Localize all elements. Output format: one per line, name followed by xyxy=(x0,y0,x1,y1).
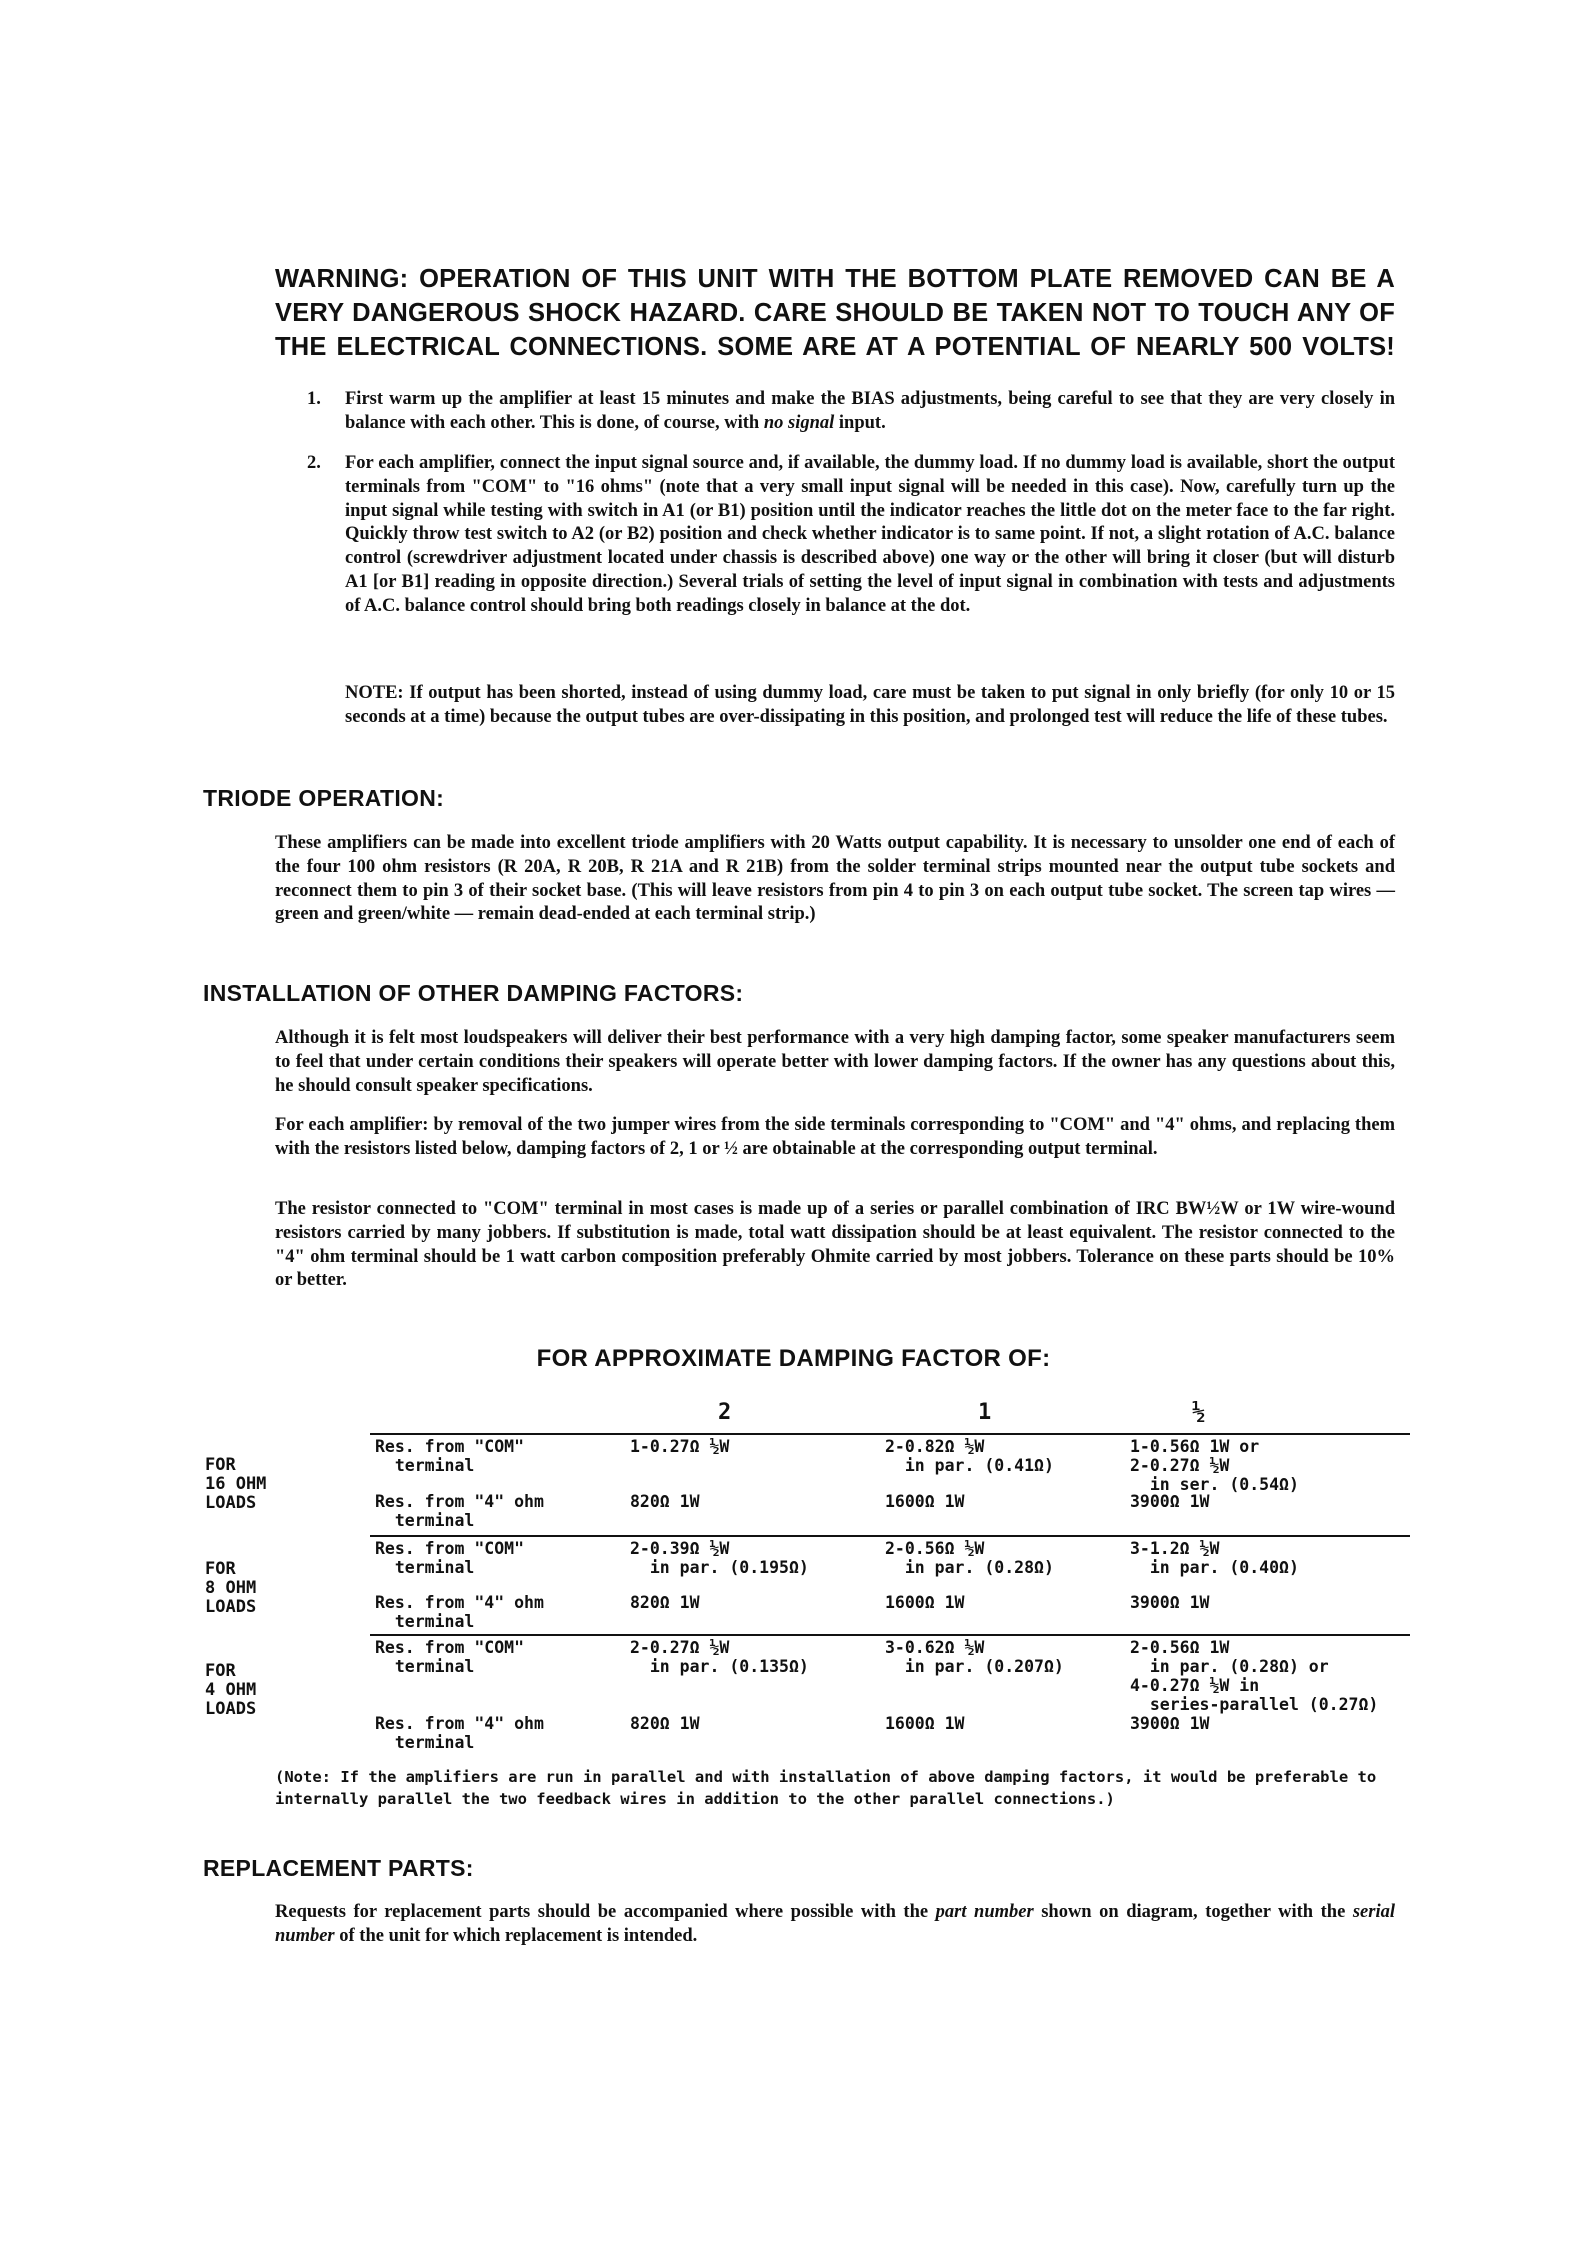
emphasis: no signal xyxy=(763,412,835,433)
table-rule xyxy=(370,1535,1410,1537)
heading-damping: INSTALLATION OF OTHER DAMPING FACTORS: xyxy=(203,980,744,1006)
load-label-16-ohm: FOR 16 OHM LOADS xyxy=(205,1455,267,1513)
table-rule xyxy=(370,1634,1410,1636)
row-label: Res. from "COM" terminal xyxy=(375,1437,525,1475)
row-label: Res. from "4" ohm terminal xyxy=(375,1492,544,1530)
table-title: FOR APPROXIMATE DAMPING FACTOR OF: xyxy=(536,1345,1051,1372)
table-cell: 2-0.27Ω ½W in par. (0.135Ω) xyxy=(630,1638,809,1676)
warning-line-1: WARNING: OPERATION OF THIS UNIT WITH THE BOTTOM PLATE REMOVED CAN BE A xyxy=(275,265,1395,293)
step-1 xyxy=(307,388,1395,436)
table-cell: 2-0.39Ω ½W in par. (0.195Ω) xyxy=(630,1539,809,1577)
damping-para-3: The resistor connected to "COM" terminal in most cases is made up of a series or parallel combination of IRC BW½W or 1W wire-wound resistors carried by many jobbers. If substitution is made, total watt dissipation should be at least equivalent. The resistor connected to the "4" ohm terminal should be 1 watt carbon composition preferably Ohmite carried by most jobbers. Tolerance on these parts should be 10% or better. xyxy=(275,1199,1395,1291)
step-number: 1. xyxy=(307,389,321,409)
table-cell: 1-0.56Ω 1W or 2-0.27Ω ½W in ser. (0.54Ω) xyxy=(1130,1437,1299,1494)
table-cell: 3-1.2Ω ½W in par. (0.40Ω) xyxy=(1130,1539,1299,1577)
step-2 xyxy=(307,452,1395,619)
row-label: Res. from "COM" terminal xyxy=(375,1638,525,1676)
warning-line-2: VERY DANGEROUS SHOCK HAZARD. CARE SHOULD BE TAKEN NOT TO TOUCH ANY OF xyxy=(275,299,1395,327)
table-cell: 2-0.56Ω 1W in par. (0.28Ω) or 4-0.27Ω ½W in series-parallel (0.27Ω) xyxy=(1130,1638,1379,1714)
step-text: For each amplifier, connect the input signal source and, if available, the dummy load. If no dummy load is available, short the output terminals from "COM" to "16 ohms" (note that a very small input signal will be needed in this case). Now, carefully turn up the input signal while testing with switch in A1 (or B1) position until the indicator reaches the little dot on the meter face to the far right. Quickly throw test switch to A2 (or B2) position and check whether indicator is to same point. If not, a slight rotation of A.C. balance control (screwdriver adjustment located under chassis is described above) one way or the other will bring it closer (but will disturb A1 [or B1] reading in opposite direction.) Several trials of setting the level of input signal in combination with tests and adjustments of A.C. balance control should bring both readings closely in balance at the dot. xyxy=(345,453,1395,616)
damping-para-1: Although it is felt most loudspeakers will deliver their best performance with a very high damping factor, some speaker manufacturers seem to feel that under certain conditions their speakers will operate better with lower damping factors. If the owner has any questions about this, he should consult speaker specifications. xyxy=(275,1028,1395,1096)
table-cell: 2-0.82Ω ½W in par. (0.41Ω) xyxy=(885,1437,1054,1475)
table-rule xyxy=(370,1433,1410,1435)
step-text: First warm up the amplifier at least 15 minutes and make the BIAS adjustments, being careful to see that they are very closely in balance with each other. This is done, of course, with no signal input. xyxy=(345,389,1395,433)
table-cell: 1600Ω 1W xyxy=(885,1492,965,1511)
table-cell: 1600Ω 1W xyxy=(885,1714,965,1733)
row-label: Res. from "4" ohm terminal xyxy=(375,1714,544,1752)
heading-replacement: REPLACEMENT PARTS: xyxy=(203,1855,474,1881)
table-cell: 3-0.62Ω ½W in par. (0.207Ω) xyxy=(885,1638,1064,1676)
column-header: 1 xyxy=(978,1400,992,1425)
table-cell: 2-0.56Ω ½W in par. (0.28Ω) xyxy=(885,1539,1054,1577)
warning-block xyxy=(275,262,1395,364)
emphasis: serial number xyxy=(275,1902,1395,1946)
table-cell: 3900Ω 1W xyxy=(1130,1714,1210,1733)
heading-triode: TRIODE OPERATION: xyxy=(203,785,445,811)
column-header: 2 xyxy=(718,1400,732,1425)
replacement-text: Requests for replacement parts should be accompanied where possible with the part number shown on diagram, together with the serial number of the unit for which replacement is intended. xyxy=(275,1902,1395,1946)
table-cell: 820Ω 1W xyxy=(630,1714,700,1733)
step-number: 2. xyxy=(307,453,321,473)
warning-line-3: THE ELECTRICAL CONNECTIONS. SOME ARE AT A POTENTIAL OF NEARLY 500 VOLTS! xyxy=(275,333,1395,361)
row-label: Res. from "COM" terminal xyxy=(375,1539,525,1577)
triode-text: These amplifiers can be made into excellent triode amplifiers with 20 Watts output capability. It is necessary to unsolder one end of each of the four 100 ohm resistors (R 20A, R 20B, R 21A and R 21B) from the solder terminal strips mounted near the output tube sockets and reconnect them to pin 3 of their socket base. (This will leave resistors from pin 4 to pin 3 on each output tube socket. The screen tap wires — green and green/white — remain dead-ended at each terminal strip.) xyxy=(275,833,1395,925)
load-label-4-ohm: FOR 4 OHM LOADS xyxy=(205,1661,257,1719)
table-cell: 3900Ω 1W xyxy=(1130,1492,1210,1511)
load-label-8-ohm: FOR 8 OHM LOADS xyxy=(205,1559,257,1617)
table-cell: 1600Ω 1W xyxy=(885,1593,965,1612)
damping-para-2: For each amplifier: by removal of the two jumper wires from the side terminals corresponding to "COM" and "4" ohms, and replacing them with the resistors listed below, damping factors of 2, 1 or ½ are obtainable at the corresponding output terminal. xyxy=(275,1115,1395,1159)
emphasis: part number xyxy=(935,1902,1034,1922)
note-shorted-output: NOTE: If output has been shorted, instead of using dummy load, care must be taken to put signal in only briefly (for only 10 or 15 seconds at a time) because the output tubes are over-dissipating in this position, and prolonged test will reduce the life of these tubes. xyxy=(345,683,1395,727)
column-header: ½ xyxy=(1192,1400,1206,1425)
table-cell: 1-0.27Ω ½W xyxy=(630,1437,730,1456)
table-cell: 820Ω 1W xyxy=(630,1492,700,1511)
table-cell: 3900Ω 1W xyxy=(1130,1593,1210,1612)
note-parallel: (Note: If the amplifiers are run in parallel and with installation of above damping factors, it would be preferable to internally parallel the two feedback wires in addition to the other parallel connections.) xyxy=(275,1768,1377,1808)
row-label: Res. from "4" ohm terminal xyxy=(375,1593,544,1631)
table-cell: 820Ω 1W xyxy=(630,1593,700,1612)
